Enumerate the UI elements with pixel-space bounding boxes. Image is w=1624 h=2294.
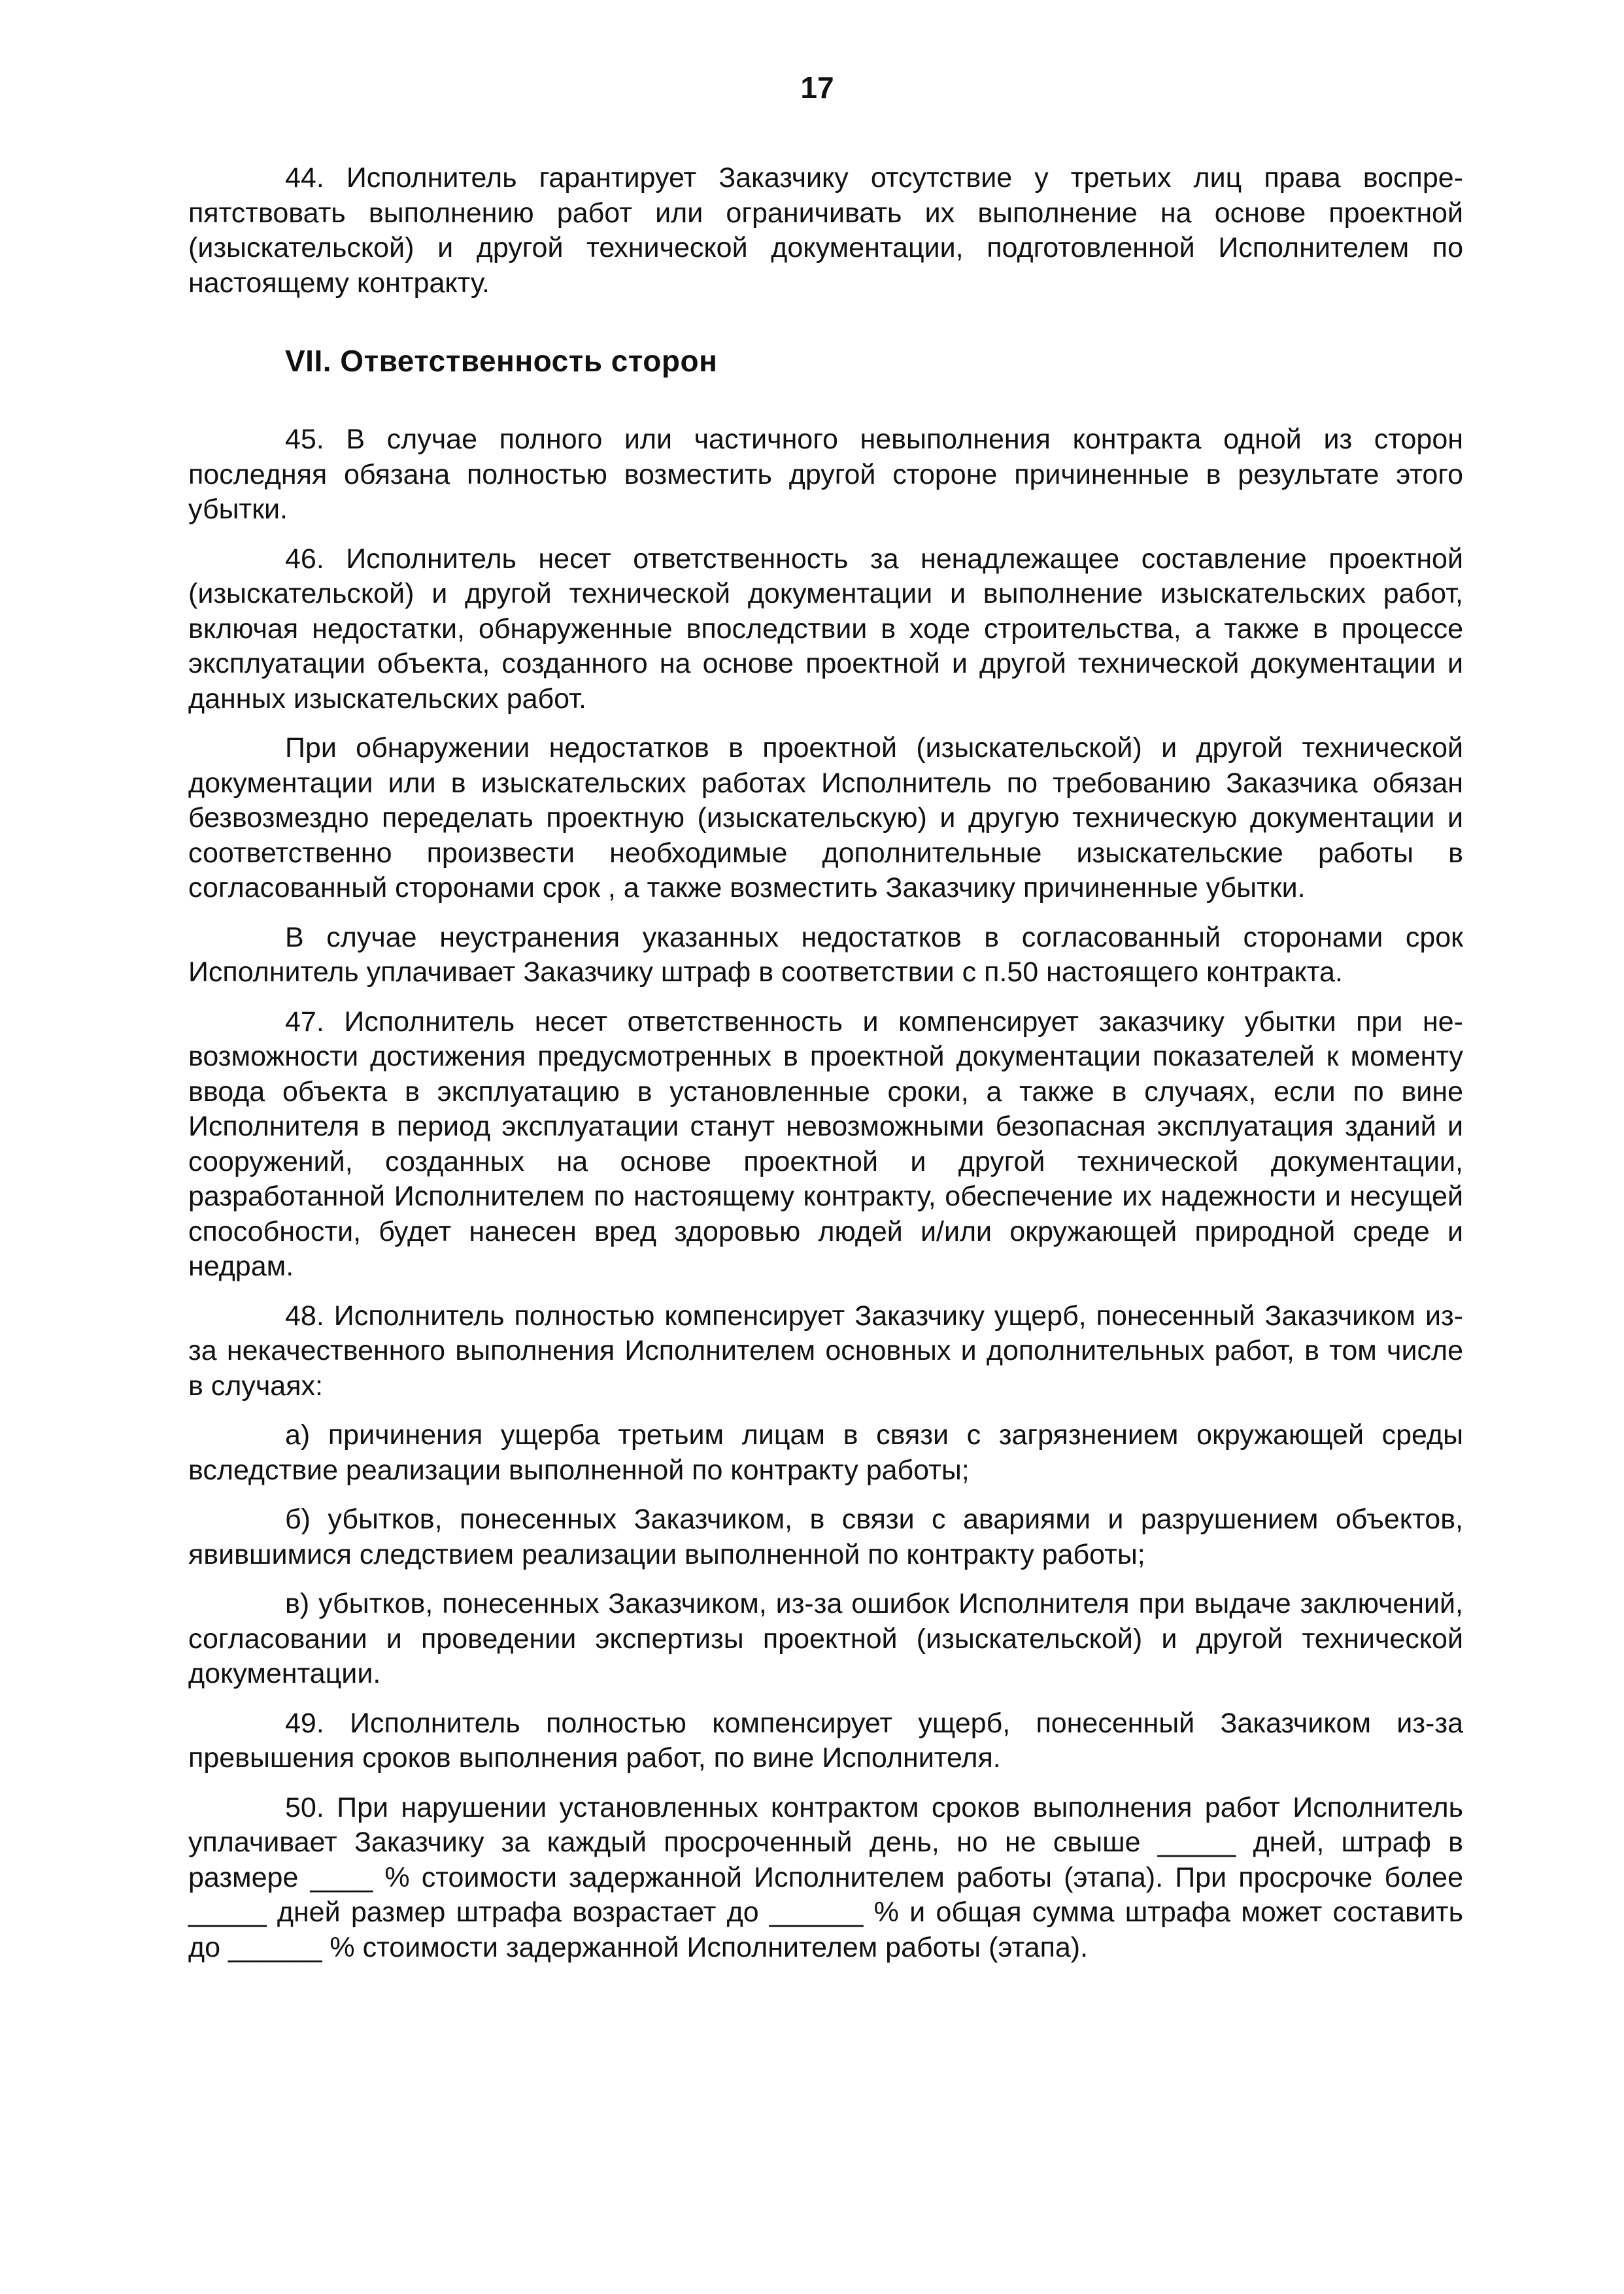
paragraph-44: 44. Исполнитель гарантирует Заказчику отсутствие у третьих лиц права воспрепятствовать выполнению работ или ограничивать их выполнение на основе проектной (изыскательской) и другой технической документации, подготовленной Исполнителем по настоящему контракту. — [188, 162, 1463, 299]
paragraph-48-c: в) убытков, понесенных Заказчиком, из-за ошибок Исполнителя при выдаче заключений, согласовании и проведении экспертизы проектной (изыскательской) и другой технической документации. — [188, 1588, 1463, 1689]
paragraph-45: 45. В случае полного или частичного невыполнения контракта одной из сторон последняя обязана полностью возместить другой стороне причиненные в результате этого убытки. — [188, 424, 1463, 525]
document-body — [188, 161, 1463, 1965]
paragraph-46-defects: При обнаружении недостатков в проектной (изыскательской) и другой технической документации или в изыскательских работах Исполнитель по требованию Заказчика обязан безвозмездно переделать проектную (изыскательскую) и другую техническую документации и соответственно произвести необходимые дополнительные изыскательские работы в согласованный сторонами срок , а также возместить Заказчику причиненные убытки. — [188, 732, 1463, 903]
page-number: 17 — [800, 71, 834, 105]
paragraph-50: 50. При нарушении установленных контрактом сроков выполнения работ Исполнитель уплачивает Заказчику за каждый просроченный день, но не свыше _____ дней, штраф в размере ____ % стоимости задержанной Исполнителем работы (этапа). При просрочке более _____ дней размер штрафа возрастает до ______ % и общая сумма штрафа может составить до ______ % стоимости задержанной Исполнителем работы (этапа). — [188, 1791, 1463, 1963]
section-title: VII. Ответственность сторон — [285, 344, 718, 378]
paragraph-47: 47. Исполнитель несет ответственность и компенсирует заказчику убытки при невозможности достижения предусмотренных в проектной документации показателей к моменту ввода объекта в эксплуатацию в установленные сроки, а также в случаях, если по вине Исполнителя в период эксплуатации станут невозможными безопасная эксплуатация зданий и сооружений, созданных на основе проектной и другой технической документации, разработанной Исполнителем по настоящему контракту, обеспечение их надежности и несущей способности, будет нанесен вред здоровью людей и/или окружающей природной среде и недрам. — [188, 1005, 1463, 1282]
paragraph-49: 49. Исполнитель полностью компенсирует ущерб, понесенный Заказчиком из-за превышения сроков выполнения работ, по вине Исполнителя. — [188, 1707, 1463, 1774]
paragraph-46: 46. Исполнитель несет ответственность за ненадлежащее составление проектной (изыскательской) и другой технической документации и выполнение изыскательских работ, включая недостатки, обнаруженные впоследствии в ходе строительства, а также в процессе эксплуатации объекта, созданного на основе проектной и другой технической документации и данных изыскательских работ. — [188, 543, 1463, 715]
paragraph-48: 48. Исполнитель полностью компенсирует Заказчику ущерб, понесенный Заказчиком из-за некачественного выполнения Исполнителем основных и дополнительных работ, в том числе в случаях: — [188, 1300, 1463, 1402]
paragraph-46-penalty: В случае неустранения указанных недостатков в согласованный сторонами срок Исполнитель уплачивает Заказчику штраф в соответствии с п.50 настоящего контракта. — [188, 921, 1463, 988]
paragraph-48-b: б) убытков, понесенных Заказчиком, в связи с авариями и разрушением объектов, явившимися следствием реализации выполненной по контракту работы; — [188, 1504, 1463, 1570]
paragraph-48-a: а) причинения ущерба третьим лицам в связи с загрязнением окружающей среды вследствие реализации выполненной по контракту работы; — [188, 1419, 1463, 1486]
